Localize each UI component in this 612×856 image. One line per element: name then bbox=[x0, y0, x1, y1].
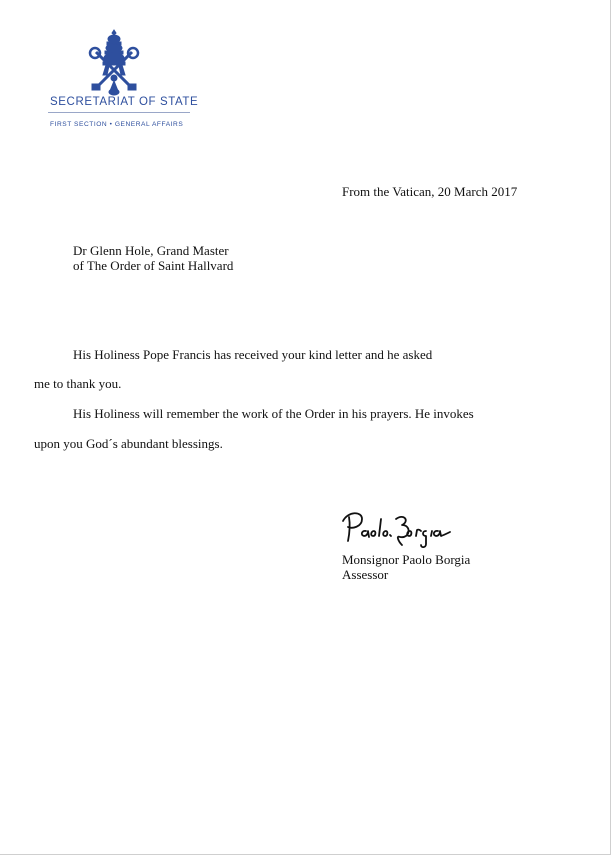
dateline: From the Vatican, 20 March 2017 bbox=[342, 184, 518, 199]
section-name: FIRST SECTION • GENERAL AFFAIRS bbox=[50, 121, 184, 128]
signatory-block bbox=[342, 552, 470, 582]
recipient-line-1: Dr Glenn Hole, Grand Master bbox=[73, 243, 229, 258]
paragraph-2-line-2: upon you God´s abundant blessings. bbox=[34, 436, 223, 451]
papal-coat-of-arms-icon bbox=[84, 28, 144, 96]
department-name: SECRETARIAT OF STATE bbox=[50, 96, 199, 108]
letterhead-divider bbox=[48, 112, 190, 113]
recipient-address bbox=[73, 243, 233, 273]
signatory-title: Assessor bbox=[342, 567, 389, 582]
paragraph-1-line-2: me to thank you. bbox=[34, 376, 122, 391]
signatory-name: Monsignor Paolo Borgia bbox=[342, 552, 471, 567]
handwritten-signature bbox=[340, 505, 452, 551]
recipient-line-2: of The Order of Saint Hallvard bbox=[73, 258, 234, 273]
paragraph-2-line-1: His Holiness will remember the work of the Order in his prayers. He invokes bbox=[73, 406, 474, 421]
paragraph-1-line-1: His Holiness Pope Francis has received your kind letter and he asked bbox=[73, 347, 433, 362]
